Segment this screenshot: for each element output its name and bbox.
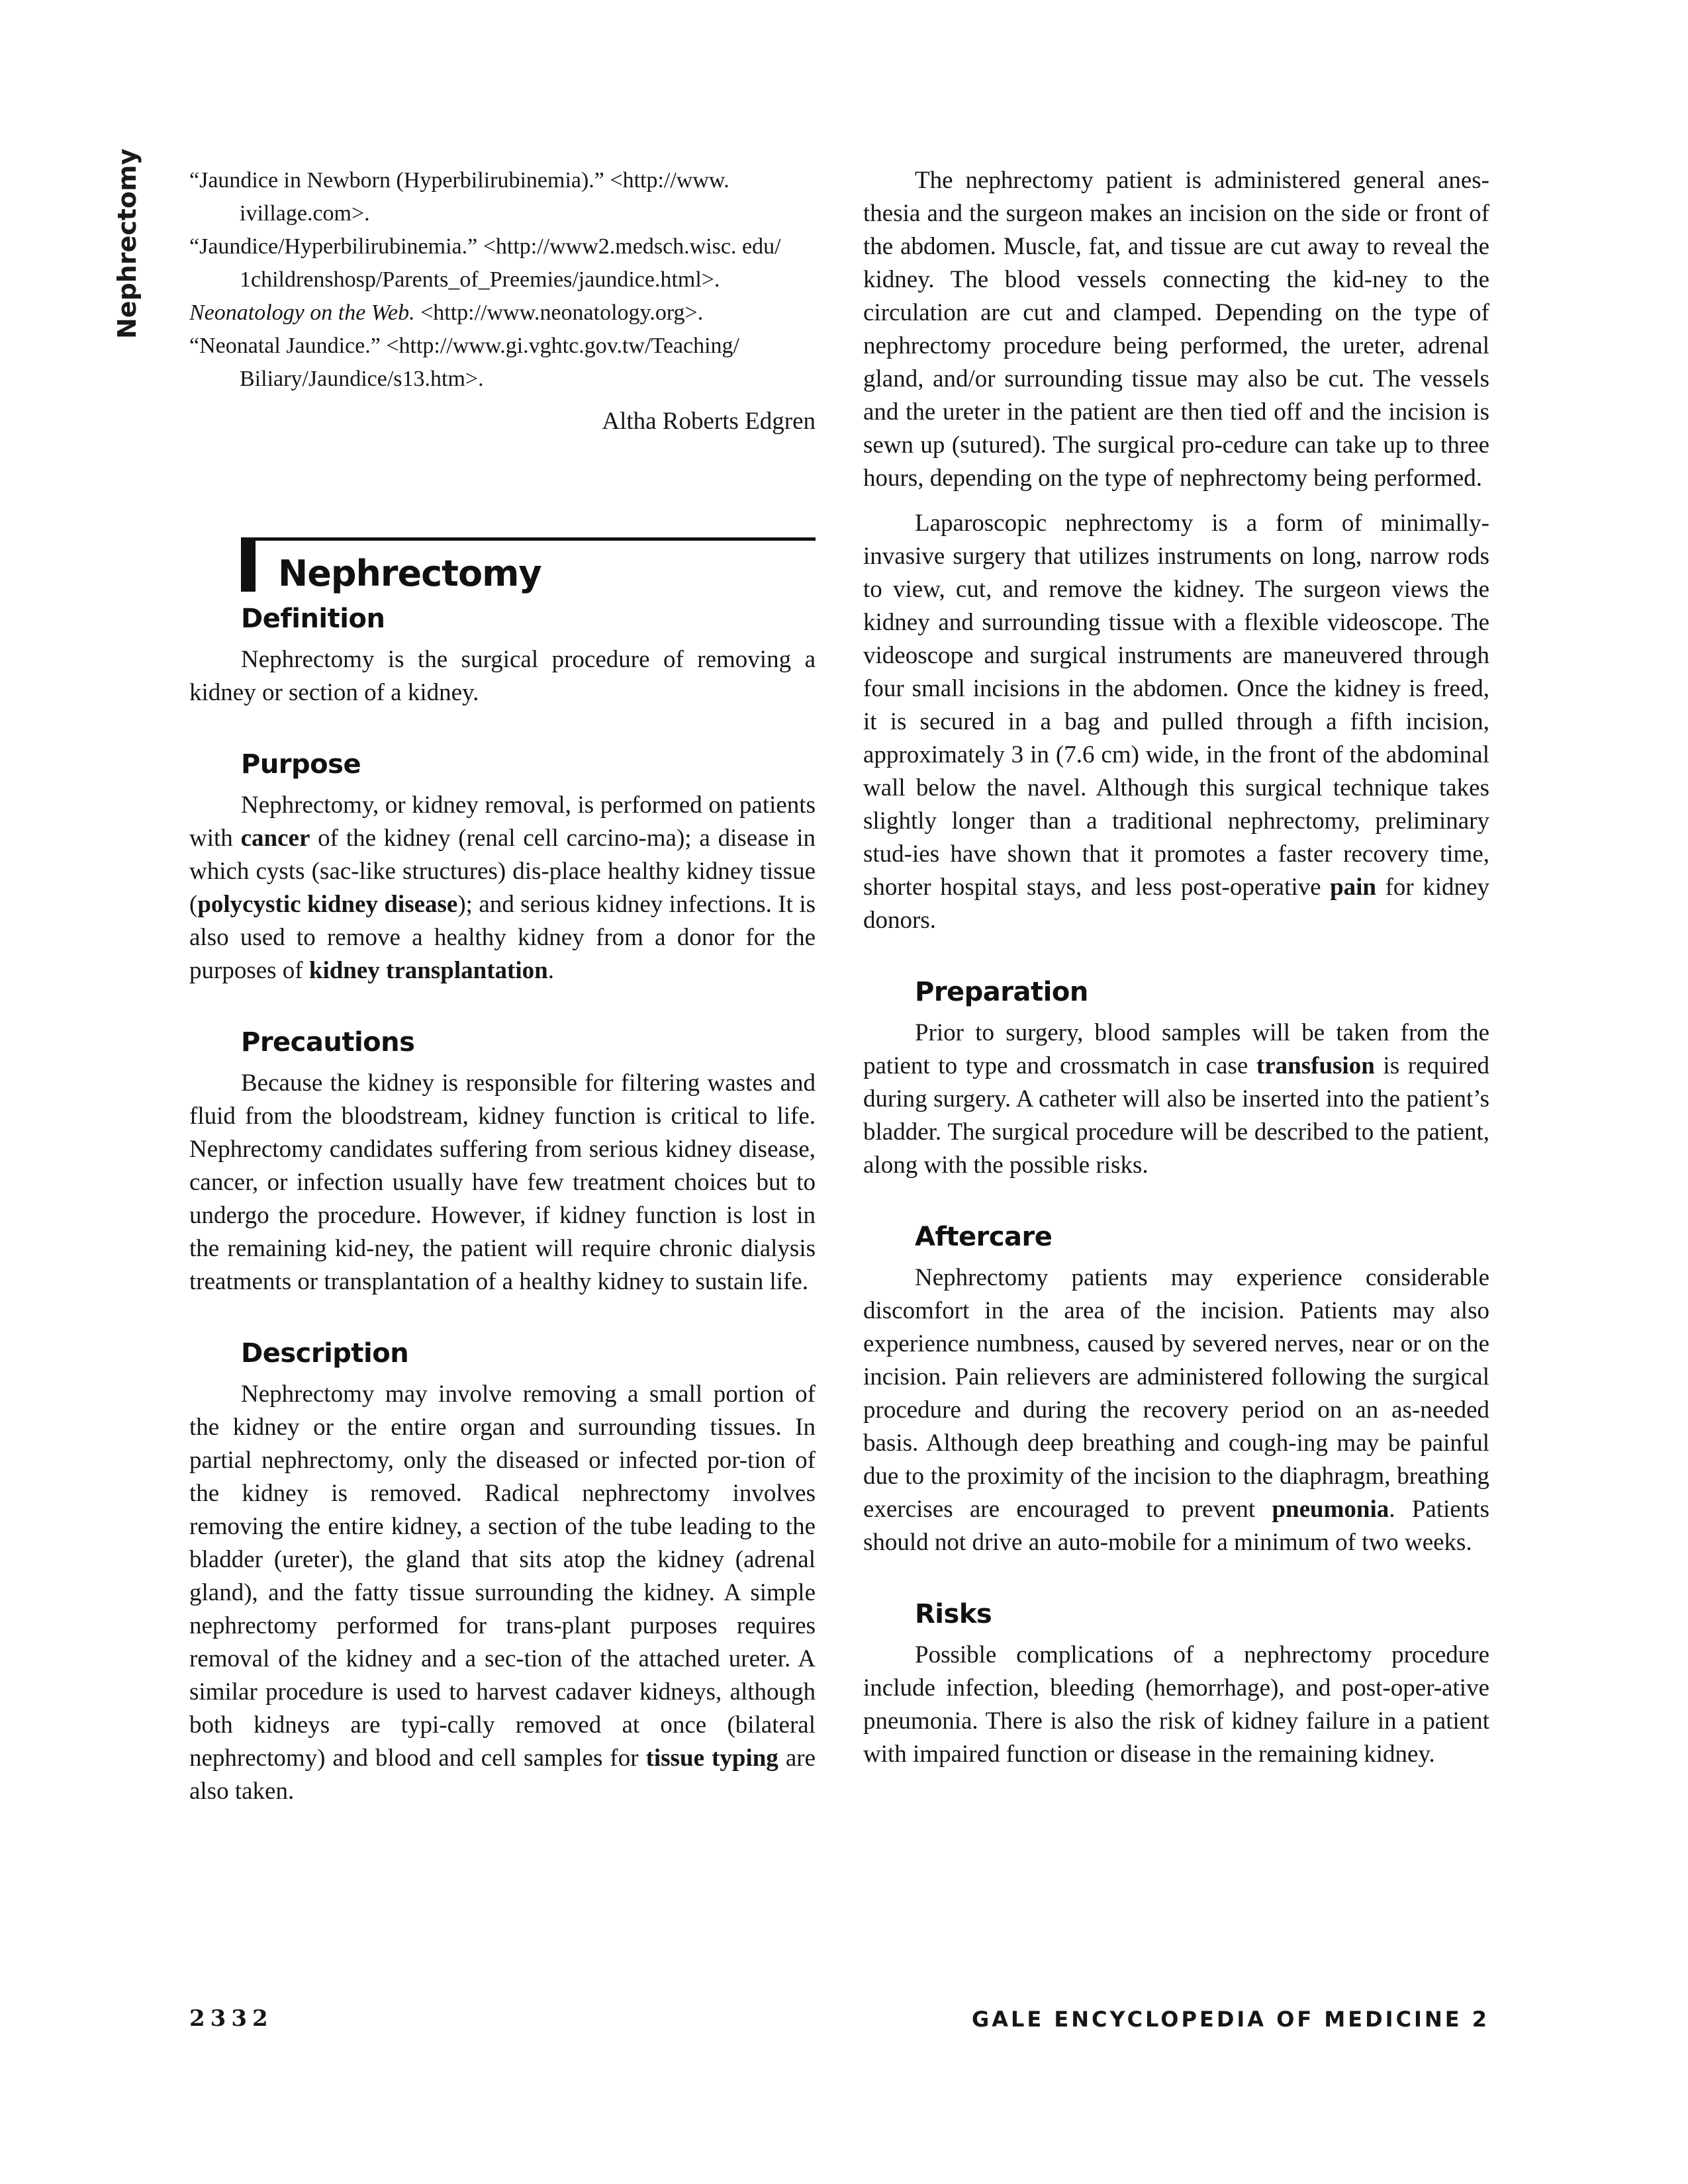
section-heading-precautions: Precautions — [241, 1027, 415, 1058]
reference-title: Neonatology on the Web. — [189, 300, 415, 325]
risks-text: Possible complications of a nephrectomy procedure include infection, bleeding (hemorrhage), and post-oper-ative pneumonia. There is also the risk of kidney failure in a patient with impaired function or disease in the remaining kidney. — [863, 1641, 1489, 1768]
section-heading-description: Description — [241, 1338, 409, 1369]
keyword: kidney transplantation — [308, 957, 548, 984]
description-text-2: The nephrectomy patient is administered general anes-thesia and the surgeon makes an incision on the side or front of the abdomen. Muscle, fat, and tissue are cut away to reveal the kidney. The blood vessels connecting the kid-ney to the circulation are cut and clamped. Depending on the type of nephrectomy procedure being performed, the ureter, adrenal gland, and/or surrounding tissue may also be cut. The vessels and the ureter in the patient are then tied off and the incision is sewn up (sutured). The surgical pro-cedure can take up to three hours, depending on the type of nephrectomy being performed. — [863, 167, 1489, 492]
reference-text: edu/ 1childrenshosp/Parents_of_Preemies/jaundice.html>. — [240, 234, 781, 292]
page-number: 2332 — [189, 2005, 273, 2032]
reference-item — [189, 164, 816, 230]
reference-text: “Jaundice/Hyperbilirubinemia.” <http://www2.medsch.wisc. — [189, 234, 737, 259]
header-bar — [241, 537, 256, 592]
article-title: Nephrectomy — [278, 553, 541, 594]
left-column — [189, 164, 816, 1808]
section-heading-purpose: Purpose — [241, 749, 361, 780]
keyword: polycystic kidney disease — [197, 891, 458, 918]
reference-text: “Jaundice in Newborn (Hyperbilirubinemia).” <http://www. — [189, 168, 729, 193]
reference-list — [189, 164, 816, 396]
reference-item — [189, 230, 816, 296]
definition-text: Nephrectomy is the surgical procedure of removing a kidney or section of a kidney. — [189, 646, 816, 706]
publication-title: GALE ENCYCLOPEDIA OF MEDICINE 2 — [971, 2007, 1489, 2032]
side-tab-label: Nephrectomy — [113, 148, 142, 339]
section-heading-preparation: Preparation — [915, 977, 1088, 1007]
keyword: pain — [1330, 874, 1377, 901]
section-heading-definition: Definition — [241, 604, 385, 634]
keyword: cancer — [240, 825, 310, 852]
section-heading-risks: Risks — [915, 1599, 992, 1629]
right-column — [863, 164, 1489, 1771]
section-heading-aftercare: Aftercare — [915, 1222, 1053, 1252]
reference-item — [189, 296, 816, 330]
reference-text: Biliary/Jaundice/s13.htm>. — [240, 367, 484, 391]
keyword: tissue typing — [645, 1745, 778, 1772]
purpose-text: Nephrectomy, or kidney removal, is performed on patients with cancer of the kidney (renal cell carcino-ma); a disease in which cysts (sac-like structures) dis-place healthy kidney tissue (polycystic kidney disease); and serious kidney infections. It is also used to remove a healthy kidney from a donor for the purposes of kidney transplantation. — [189, 792, 816, 984]
description-text-3: Laparoscopic nephrectomy is a form of minimally-invasive surgery that utilizes instruments on long, narrow rods to view, cut, and remove the kidney. The surgeon views the kidney and surrounding tissue with a flexible videoscope. The videoscope and surgical instruments are maneuvered through four small incisions in the abdomen. Once the kidney is freed, it is secured in a bag and pulled through a fifth incision, approximately 3 in (7.6 cm) wide, in the front of the abdominal wall below the navel. Although this surgical technique takes slightly longer than a traditional nephrectomy, preliminary stud-ies have shown that it promotes a faster recovery time, shorter hospital stays, and less post-operative pain for kidney donors. — [863, 510, 1489, 934]
reference-text: “Neonatal Jaundice.” <http://www.gi.vghtc.gov.tw/Teaching/ — [189, 334, 739, 358]
reference-item — [189, 330, 816, 396]
author-credit: Altha Roberts Edgren — [602, 408, 816, 435]
article-header — [241, 537, 816, 594]
reference-text: <http://www.neonatology.org>. — [414, 300, 704, 325]
description-text: Nephrectomy may involve removing a small portion of the kidney or the entire organ and surrounding tissues. In partial nephrectomy, only the diseased or infected por-tion of the kidney is removed. Radical nephrectomy involves removing the entire kidney, a section of the tube leading to the bladder (ureter), the gland that sits atop the kidney (adrenal gland), and the fatty tissue surrounding the kidney. A simple nephrectomy performed for trans-plant purposes requires removal of the kidney and a sec-tion of the attached ureter. A similar procedure is used to harvest cadaver kidneys, although both kidneys are typi-cally removed at once (bilateral nephrectomy) and blood and cell samples for tissue typing are also taken. — [189, 1381, 816, 1805]
reference-text: ivillage.com>. — [240, 201, 370, 226]
precautions-text: Because the kidney is responsible for filtering wastes and fluid from the bloodstream, kidney function is critical to life. Nephrectomy candidates suffering from serious kidney disease, cancer, or infection usually have few treatment choices but to undergo the procedure. However, if kidney function is lost in the remaining kid-ney, the patient will require chronic dialysis treatments or transplantation of a healthy kidney to sustain life. — [189, 1069, 816, 1295]
preparation-text: Prior to surgery, blood samples will be taken from the patient to type and crossmatch in case transfusion is required during surgery. A catheter will also be inserted into the patient’s bladder. The surgical procedure will be described to the patient, along with the possible risks. — [863, 1019, 1490, 1179]
keyword: transfusion — [1256, 1052, 1375, 1079]
keyword: pneumonia — [1272, 1496, 1389, 1523]
aftercare-text: Nephrectomy patients may experience considerable discomfort in the area of the incision. Patients may also experience numbness, caused by severed nerves, near or on the incision. Pain relievers are administered following the surgical procedure and during the recovery period on an as-needed basis. Although deep breathing and cough-ing may be painful due to the proximity of the incision to the diaphragm, breathing exercises are encouraged to prevent pneumonia. Patients should not drive an auto-mobile for a minimum of two weeks. — [863, 1264, 1489, 1556]
